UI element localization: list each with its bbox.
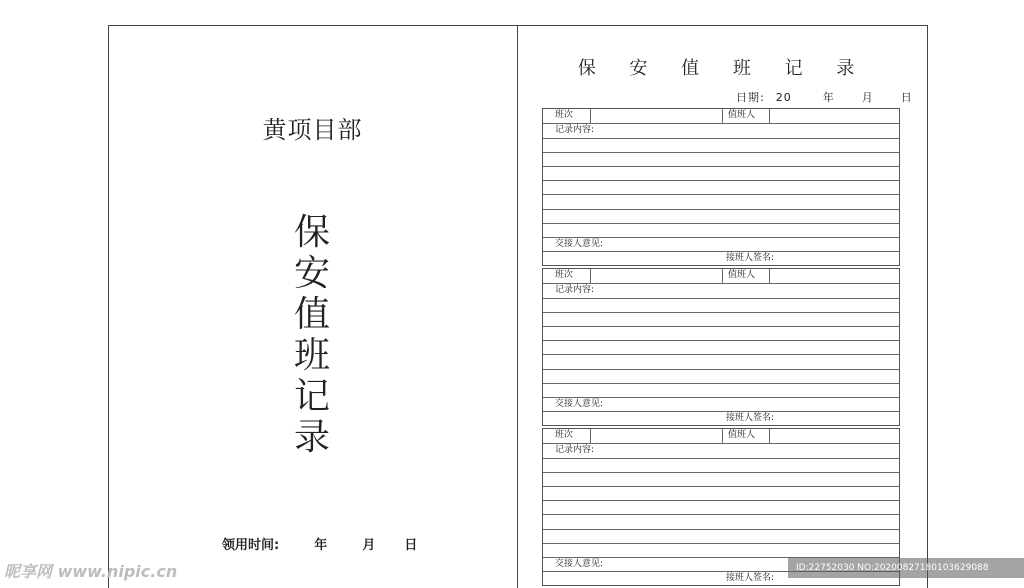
cover-title-char: 安 (293, 253, 330, 294)
ruled-line (543, 411, 899, 412)
shift-label: 班次 (555, 430, 574, 440)
cover-title-char: 值 (293, 294, 330, 335)
ruled-line (543, 443, 899, 444)
cover-month: 月 (362, 538, 376, 553)
duty-label: 值班人 (728, 270, 756, 280)
content-label: 记录内容: (555, 445, 595, 455)
cover-title-char: 记 (293, 376, 330, 417)
ruled-line (543, 397, 899, 398)
ruled-line (543, 543, 899, 544)
cover-date-label: 领用时间: (222, 538, 280, 553)
page-divider (517, 25, 518, 588)
cell-divider (769, 269, 770, 283)
ruled-line (543, 298, 899, 299)
duty-label: 值班人 (728, 110, 756, 120)
ruled-line (543, 486, 899, 487)
ruled-line (543, 340, 899, 341)
receiver-label: 接班人签名: (726, 413, 775, 423)
ruled-line (543, 354, 899, 355)
shift-label: 班次 (555, 110, 574, 120)
record-block (542, 108, 900, 266)
ruled-line (543, 500, 899, 501)
ruled-line (543, 312, 899, 313)
cover-title-char: 保 (293, 212, 330, 253)
ruled-line (543, 138, 899, 139)
cell-divider (590, 269, 591, 283)
ruled-line (543, 152, 899, 153)
cell-divider (590, 109, 591, 123)
ruled-line (543, 180, 899, 181)
record-day: 日 (900, 91, 913, 104)
ruled-line (543, 123, 899, 124)
record-block (542, 268, 900, 426)
shift-label: 班次 (555, 270, 574, 280)
cover-title-char: 录 (293, 417, 330, 458)
record-month: 月 (861, 91, 874, 104)
ruled-line (543, 194, 899, 195)
receiver-label: 接班人签名: (726, 253, 775, 263)
ruled-line (543, 209, 899, 210)
ruled-line (543, 166, 899, 167)
company-name: 黄项目部 (262, 116, 363, 144)
ruled-line (543, 514, 899, 515)
ruled-line (543, 383, 899, 384)
cell-divider (722, 429, 723, 443)
content-label: 记录内容: (555, 125, 595, 135)
ruled-line (543, 283, 899, 284)
cover-title-char: 班 (293, 335, 330, 376)
cover-date-line (222, 534, 417, 553)
handover-label: 交接人意见: (555, 399, 604, 409)
cell-divider (769, 429, 770, 443)
record-title: 保 安 值 班 记 录 (577, 58, 869, 79)
record-year: 年 (822, 91, 835, 104)
cell-divider (722, 109, 723, 123)
cell-divider (590, 429, 591, 443)
receiver-label: 接班人签名: (726, 573, 775, 583)
site-watermark: 昵享网 www.nipic.cn (4, 562, 178, 581)
image-id-watermark: ID:22752030 NO:20200827180103629088 (788, 558, 1024, 578)
cover-day: 日 (404, 538, 418, 553)
ruled-line (543, 529, 899, 530)
cell-divider (769, 109, 770, 123)
cell-divider (722, 269, 723, 283)
record-date-line (736, 89, 913, 105)
duty-label: 值班人 (728, 430, 756, 440)
record-date-label: 日期: (736, 91, 765, 104)
ruled-line (543, 472, 899, 473)
cover-title (290, 212, 334, 458)
ruled-line (543, 369, 899, 370)
ruled-line (543, 237, 899, 238)
ruled-line (543, 458, 899, 459)
ruled-line (543, 251, 899, 252)
record-date-prefix: 20 (775, 91, 792, 104)
ruled-line (543, 223, 899, 224)
ruled-line (543, 326, 899, 327)
handover-label: 交接人意见: (555, 559, 604, 569)
content-label: 记录内容: (555, 285, 595, 295)
handover-label: 交接人意见: (555, 239, 604, 249)
cover-year: 年 (314, 538, 328, 553)
